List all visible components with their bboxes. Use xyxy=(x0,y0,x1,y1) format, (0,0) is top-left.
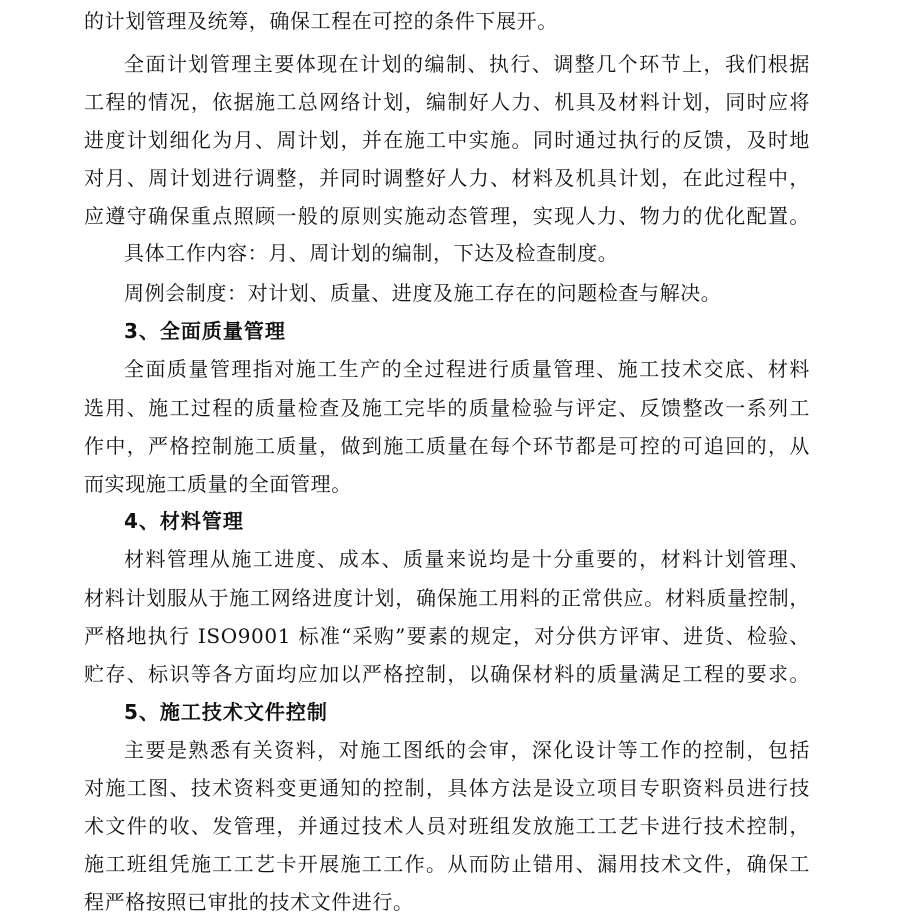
section-heading: 4、材料管理 xyxy=(124,509,244,533)
paragraph-line: 对施工图、技术资料变更通知的控制，具体方法是设立项目专职资料员进行技 xyxy=(84,776,810,800)
paragraph-line: 材料计划服从于施工网络进度计划，确保施工用料的正常供应。材料质量控制， xyxy=(84,586,810,610)
paragraph-line: 进度计划细化为月、周计划，并在施工中实施。同时通过执行的反馈，及时地 xyxy=(84,128,810,152)
paragraph-line: 的计划管理及统筹，确保工程在可控的条件下展开。 xyxy=(84,9,558,33)
paragraph-line: 材料管理从施工进度、成本、质量来说均是十分重要的，材料计划管理、 xyxy=(124,547,810,571)
paragraph-line: 作中，严格控制施工质量，做到施工质量在每个环节都是可控的可追回的，从 xyxy=(84,434,810,458)
paragraph-line: 主要是熟悉有关资料，对施工图纸的会审，深化设计等工作的控制，包括 xyxy=(124,738,810,762)
paragraph-line: 全面质量管理指对施工生产的全过程进行质量管理、施工技术交底、材料 xyxy=(124,357,810,381)
paragraph-line: 术文件的收、发管理，并通过技术人员对班组发放施工工艺卡进行技术控制， xyxy=(84,814,810,838)
paragraph-line: 应遵守确保重点照顾一般的原则实施动态管理，实现人力、物力的优化配置。 xyxy=(84,204,810,228)
paragraph-line: 选用、施工过程的质量检查及施工完毕的质量检验与评定、反馈整改一系列工 xyxy=(84,396,810,420)
paragraph-line: 工程的情况，依据施工总网络计划，编制好人力、机具及材料计划，同时应将 xyxy=(84,90,810,114)
paragraph-line: 程严格按照已审批的技术文件进行。 xyxy=(84,890,414,914)
paragraph-line: 周例会制度：对计划、质量、进度及施工存在的问题检查与解决。 xyxy=(124,281,722,305)
section-heading: 3、全面质量管理 xyxy=(124,319,286,343)
paragraph-line: 全面计划管理主要体现在计划的编制、执行、调整几个环节上，我们根据 xyxy=(124,52,810,76)
paragraph-line: 严格地执行 ISO9001 标准“采购”要素的规定，对分供方评审、进货、检验、 xyxy=(84,624,810,648)
paragraph-line: 而实现施工质量的全面管理。 xyxy=(84,472,352,496)
paragraph-line: 贮存、标识等各方面均应加以严格控制，以确保材料的质量满足工程的要求。 xyxy=(84,662,810,686)
paragraph-line: 施工班组凭施工工艺卡开展施工工作。从而防止错用、漏用技术文件，确保工 xyxy=(84,852,810,876)
paragraph-line: 具体工作内容：月、周计划的编制，下达及检查制度。 xyxy=(124,241,619,265)
paragraph-line: 对月、周计划进行调整，并同时调整好人力、材料及机具计划，在此过程中， xyxy=(84,166,810,190)
section-heading: 5、施工技术文件控制 xyxy=(124,700,328,724)
